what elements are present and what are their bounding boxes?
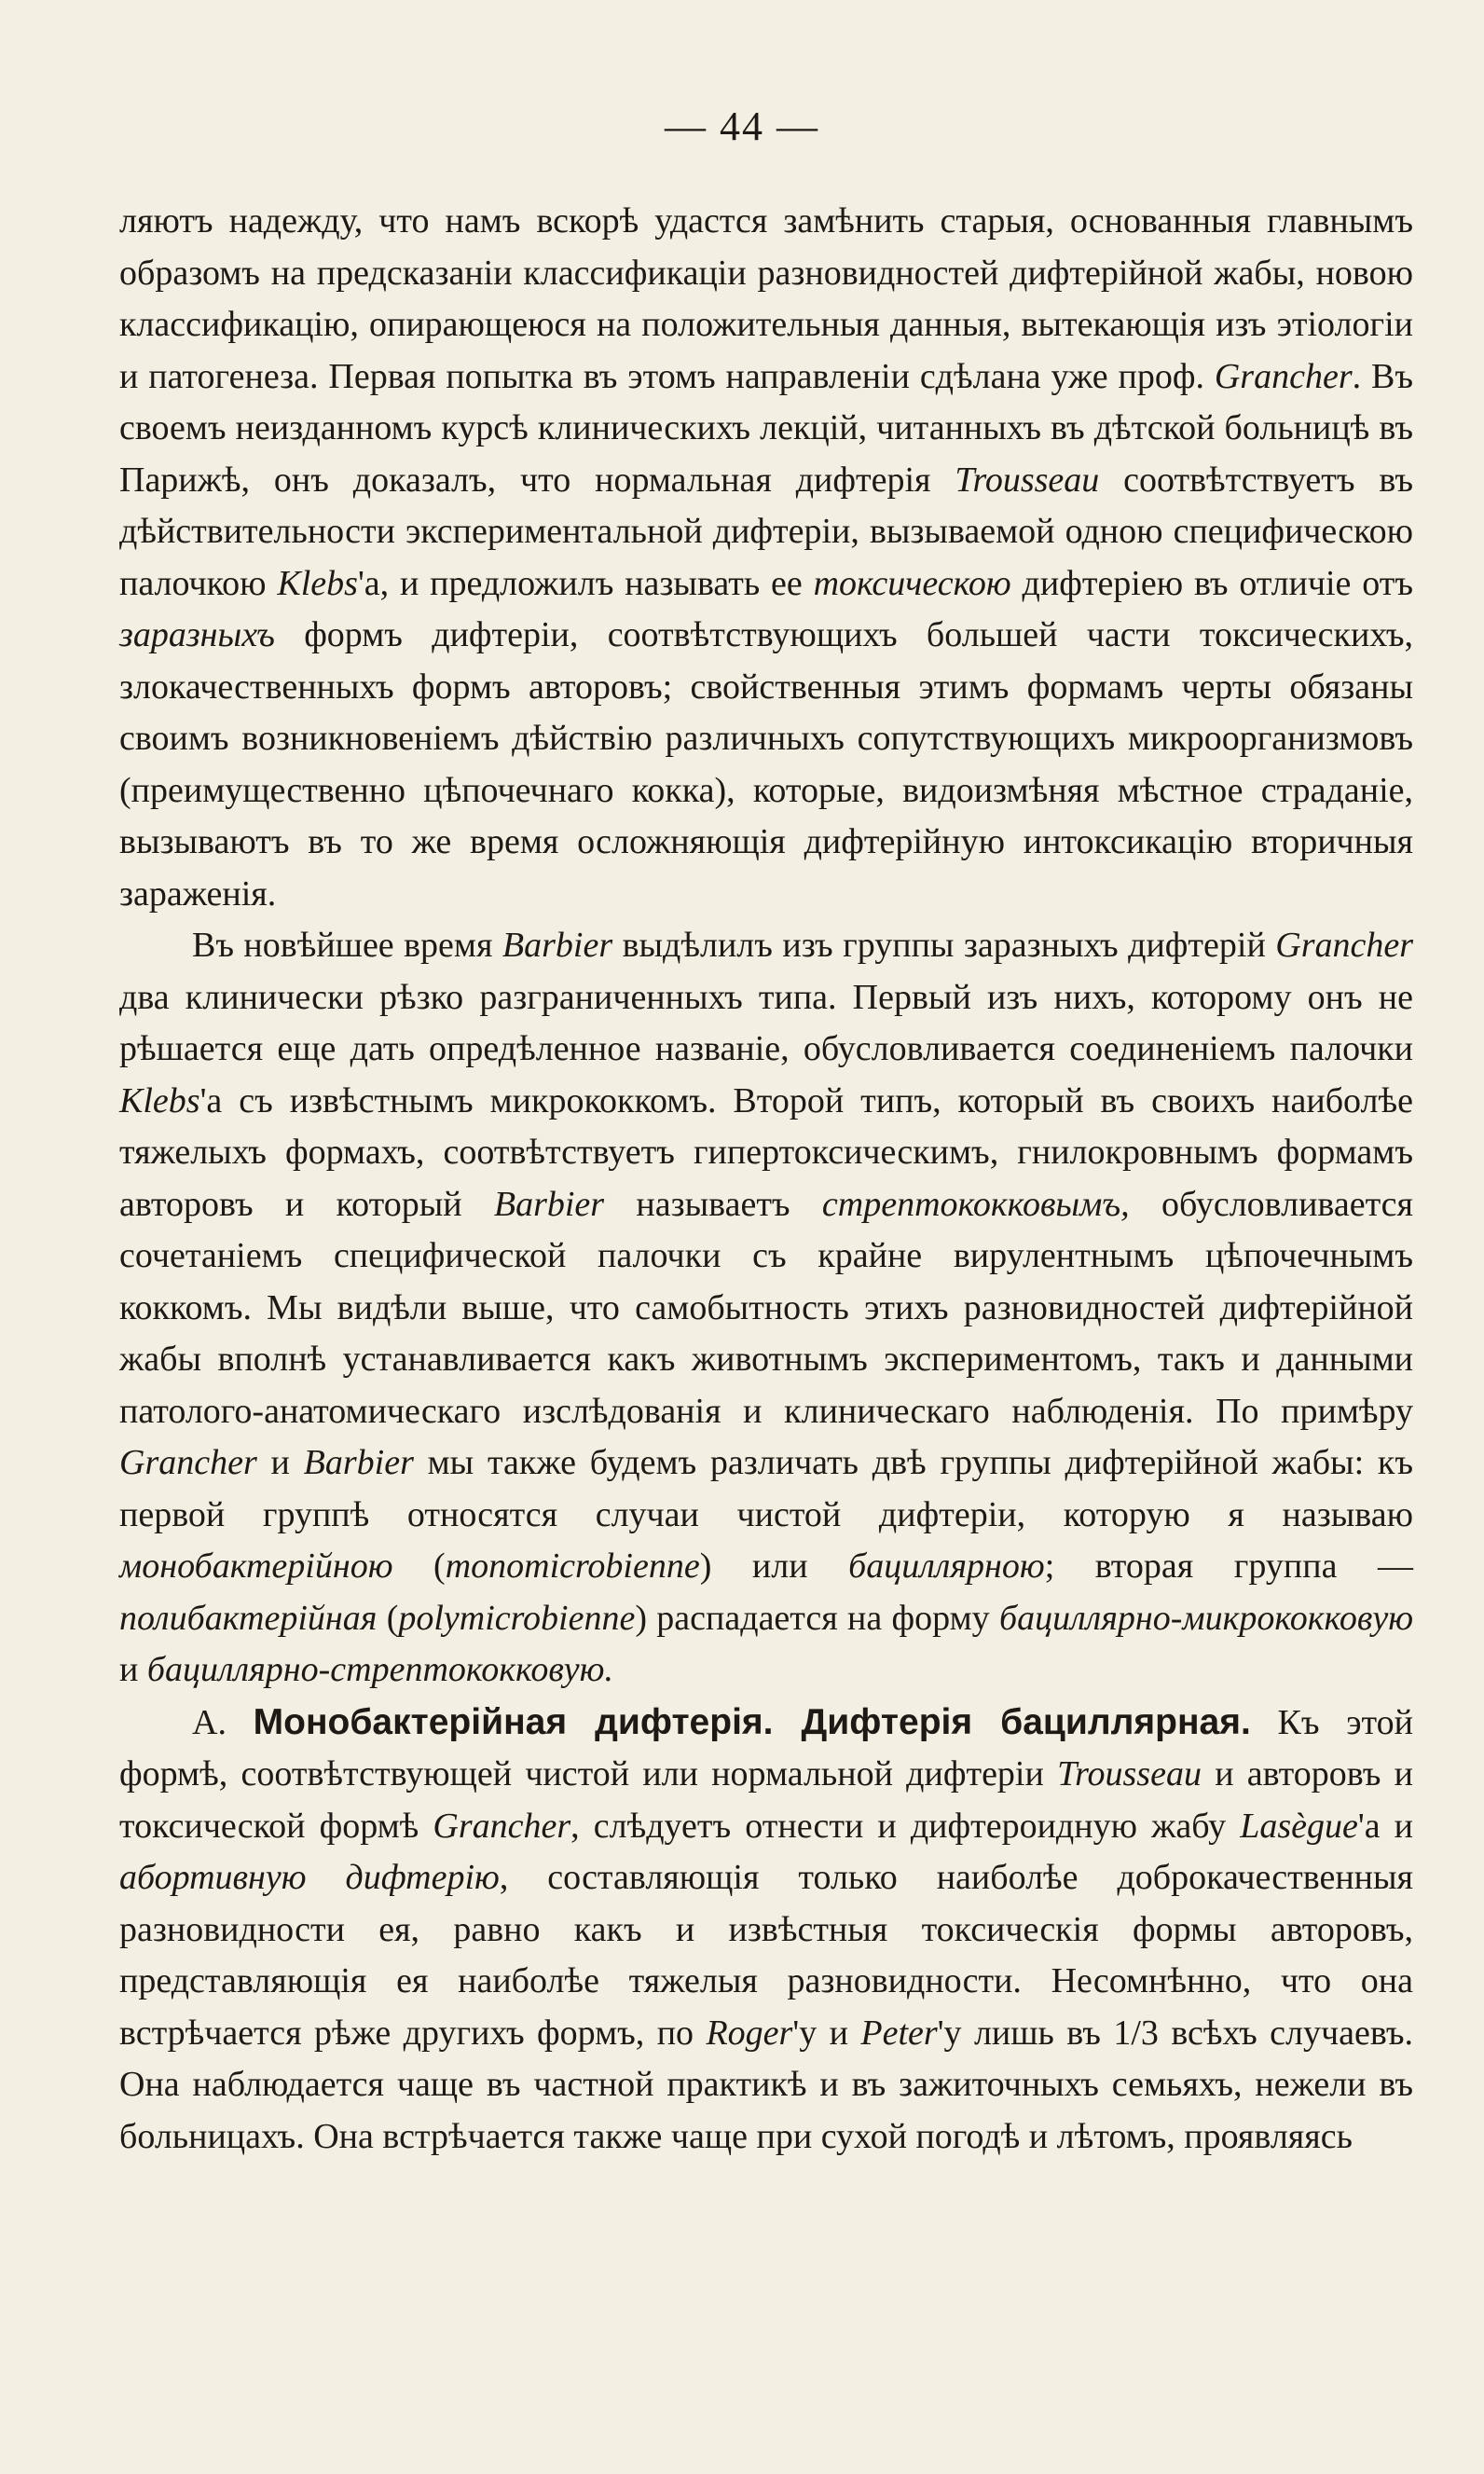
text-span: ( <box>377 1598 399 1638</box>
text-span: ) распадается на форму <box>635 1598 999 1638</box>
author-name-grancher: Grancher <box>1214 356 1353 396</box>
section-heading: Монобактерійная дифтерія. Дифтерія бациллярная. <box>253 1701 1251 1742</box>
term-toxic: токсическою <box>813 563 1011 603</box>
author-name-klebs: Klebs <box>119 1080 200 1120</box>
author-name-lasegue: Lasègue <box>1240 1806 1358 1846</box>
author-name-grancher: Grancher <box>119 1443 257 1482</box>
text-span: дифтеріею въ отличіе отъ <box>1010 563 1413 603</box>
text-span: Къ этой формѣ, соотвѣтствующей чистой или нормальной дифтеріи <box>119 1702 1413 1794</box>
author-name-barbier: Barbier <box>493 1184 605 1224</box>
text-span: ляютъ надежду, что намъ вскорѣ удастся замѣнить старыя, основанныя главнымъ образомъ на предсказаніи классификаціи разновидностей дифтерійной жабы, новою классификацію, опирающеюся на положительныя данныя, вытекающія изъ этіологіи и патогенеза. Первая попытка въ этомъ направленіи сдѣлана уже проф. <box>119 201 1413 396</box>
author-name-barbier: Barbier <box>303 1443 414 1482</box>
term-streptococcal: стрептококковымъ, <box>821 1184 1130 1224</box>
text-span: , слѣдуетъ отнести и дифтероидную жабу <box>570 1806 1241 1846</box>
text-span: и авторовъ и токсической формѣ <box>119 1754 1413 1846</box>
text-span: выдѣлилъ изъ группы заразныхъ дифтерій <box>612 926 1276 965</box>
term-polybacterial: полибактерійная <box>119 1598 378 1638</box>
text-span: всѣхъ случаевъ. Она наблюдается чаще въ частной практикѣ и въ зажиточныхъ семьяхъ, нежели въ больницахъ. Она встрѣчается также чаще при сухой погодѣ и лѣтомъ, проявляясь <box>119 2013 1413 2156</box>
term-monobacterial: монобактерійною <box>119 1546 393 1586</box>
term-bacillary: бациллярною <box>848 1546 1045 1586</box>
author-name-roger: Roger <box>706 2013 793 2053</box>
paragraph-1 <box>119 196 1413 920</box>
text-span: . Въ своемъ неизданномъ курсѣ клиническихъ лекцій, читанныхъ въ дѣтской больницѣ въ Парижѣ, онъ доказалъ, что нормальная дифтерія <box>119 356 1413 500</box>
text-span: ) или <box>699 1546 849 1586</box>
term-infectious: заразныхъ <box>119 615 275 654</box>
body-text <box>119 196 1413 2163</box>
text-span: ; вторая группа — <box>1044 1546 1413 1586</box>
author-name-trousseau: Trousseau <box>955 460 1100 500</box>
text-span: 'а, и предложилъ называть ее <box>357 563 814 603</box>
text-span: два клинически рѣзко разграниченныхъ типа. Первый изъ нихъ, которому онъ не рѣшается еще дать опредѣленное названіе, обусловливается соединеніемъ палочки <box>119 977 1413 1068</box>
text-span: и <box>256 1443 304 1482</box>
text-span: и <box>119 1650 147 1689</box>
section-marker: А. <box>192 1702 227 1742</box>
text-span: 'у и <box>792 2013 861 2053</box>
text-span: мы также будемъ различать двѣ группы дифтерійной жабы: къ первой группѣ относятся случаи чистой дифтеріи, которую я называю <box>119 1443 1413 1534</box>
page-number: — 44 — <box>665 103 819 149</box>
author-name-trousseau: Trousseau <box>1057 1754 1202 1794</box>
text-span: , составляющія только наиболѣе доброкачественныя разновидности ея, равно какъ и извѣстныя токсическія формы авторовъ, представляющія ея наиболѣе тяжелыя разновидности. Несомнѣнно, что она встрѣчается рѣже другихъ формъ, по <box>119 1858 1414 2053</box>
text-span: соотвѣтствуетъ въ дѣйствительности экспериментальной дифтеріи, вызываемой одною специфическою палочкою <box>119 460 1414 603</box>
text-span: обусловливается сочетаніемъ специфической палочки съ крайне вирулентнымъ цѣпочечнымъ коккомъ. Мы видѣли выше, что самобытность этихъ разновидностей дифтерійной жабы вполнѣ устанавливается какъ животнымъ экспериментомъ, такъ и данными патолого-анатомическаго изслѣдованія и клиническаго наблюденія. По примѣру <box>119 1184 1414 1431</box>
term-monomicrobienne: monomicrobienne <box>445 1546 700 1586</box>
paragraph-3 <box>119 1697 1413 2164</box>
text-span: 'у лишь въ <box>937 2013 1114 2053</box>
author-name-grancher: Grancher <box>1275 926 1414 965</box>
term-bacillary-streptococcal: бациллярно-стрептококковую. <box>146 1650 613 1689</box>
text-span: формъ дифтеріи, соотвѣтствующихъ большей части токсическихъ, злокачественныхъ формъ авторовъ; свойственныя этимъ формамъ черты обязаны своимъ возникновеніемъ дѣйствію различныхъ сопутствующихъ микроорганизмовъ (преимущественно цѣпочечнаго кокка), которые, видоизмѣняя мѣстное страданіе, вызываютъ въ то же время осложняющія дифтерійную интоксикацію вторичныя зараженія. <box>119 615 1413 914</box>
text-span: 'а и <box>1357 1806 1413 1846</box>
author-name-grancher: Grancher <box>433 1806 571 1846</box>
author-name-peter: Peter <box>860 2013 938 2053</box>
text-span: Въ новѣйшее время <box>192 926 502 965</box>
text-span: 'а съ извѣстнымъ микрококкомъ. Второй типъ, который въ своихъ наиболѣе тяжелыхъ формахъ, соотвѣтствуетъ гипертоксическимъ, гнилокровнымъ формамъ авторовъ и который <box>119 1080 1413 1224</box>
text-span: называетъ <box>604 1184 822 1224</box>
term-bacillary-micrococcal: бациллярно-микрококковую <box>998 1598 1413 1638</box>
term-abortive-diphtheria: абортивную дифтерію <box>119 1858 500 1897</box>
text-span: ( <box>392 1546 446 1586</box>
paragraph-2 <box>119 920 1413 1697</box>
term-polymicrobienne: polymicrobienne <box>398 1598 636 1638</box>
author-name-klebs: Klebs <box>277 563 358 603</box>
fraction-one-third: 1/3 <box>1113 2013 1159 2053</box>
author-name-barbier: Barbier <box>502 926 613 965</box>
